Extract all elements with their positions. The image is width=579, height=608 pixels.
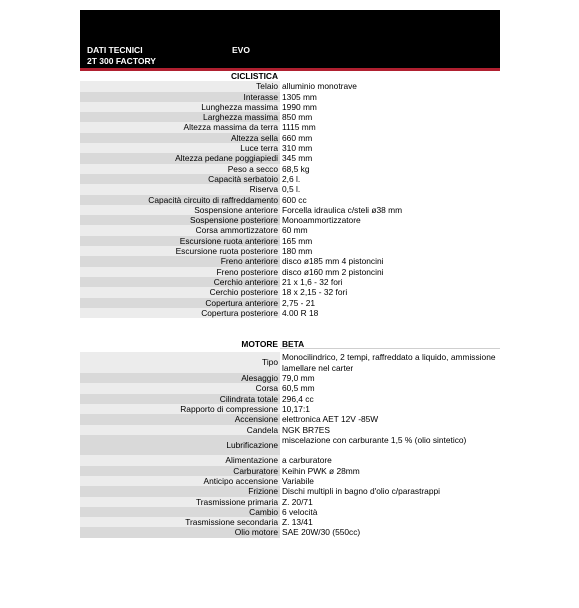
spec-label: Altezza sella — [80, 133, 280, 143]
spec-value: 165 mm — [282, 235, 313, 246]
spec-label: Luce terra — [80, 143, 280, 153]
spec-label: Altezza massima da terra — [80, 122, 280, 132]
spec-label: Trasmissione primaria — [80, 497, 280, 507]
spec-row — [80, 236, 500, 246]
spec-header — [80, 10, 500, 68]
spec-label: Freno posteriore — [80, 267, 280, 277]
spec-value: 4.00 R 18 — [282, 307, 319, 318]
spec-label: Interasse — [80, 92, 280, 102]
spec-row — [80, 298, 500, 308]
spec-label: Corsa — [80, 383, 280, 393]
spec-value: 21 x 1,6 - 32 fori — [282, 276, 343, 287]
spec-label: Peso a secco — [80, 164, 280, 174]
spec-label: Candela — [80, 425, 280, 435]
spec-row — [80, 414, 500, 424]
spec-label: Copertura anteriore — [80, 298, 280, 308]
spec-row — [80, 122, 500, 132]
spec-row — [80, 143, 500, 153]
spec-value: Z. 13/41 — [282, 517, 313, 528]
spec-value: 68,5 kg — [282, 163, 310, 174]
spec-row — [80, 153, 500, 163]
spec-row — [80, 277, 500, 287]
spec-label: Olio motore — [80, 527, 280, 537]
spec-value: 6 velocità — [282, 506, 318, 517]
spec-row — [80, 215, 500, 225]
spec-row — [80, 373, 500, 383]
spec-value: disco ø185 mm 4 pistoncini — [282, 256, 384, 267]
spec-value: 60,5 mm — [282, 383, 315, 394]
section-motore — [80, 339, 500, 349]
spec-label: Escursione ruota anteriore — [80, 236, 280, 246]
spec-label: Freno anteriore — [80, 256, 280, 266]
spec-label: Lubrificazione — [80, 435, 280, 456]
spec-label: Copertura posteriore — [80, 308, 280, 318]
spec-row — [80, 102, 500, 112]
header-line1: DATI TECNICI — [87, 45, 143, 55]
spec-label: Escursione ruota posteriore — [80, 246, 280, 256]
spec-label: Corsa ammortizzatore — [80, 225, 280, 235]
spec-row — [80, 92, 500, 102]
section-ciclistica — [80, 71, 500, 81]
section-title: CICLISTICA — [80, 71, 280, 81]
spec-value: 2,75 - 21 — [282, 297, 316, 308]
section-brand: BETA — [280, 339, 500, 349]
spec-label: Sospensione anteriore — [80, 205, 280, 215]
spec-value: disco ø160 mm 2 pistoncini — [282, 266, 384, 277]
spec-row — [80, 486, 500, 496]
spec-label: Alimentazione — [80, 455, 280, 465]
spec-row — [80, 184, 500, 194]
spec-label: Accensione — [80, 414, 280, 424]
spec-value: Monocilindrico, 2 tempi, raffreddato a liquido, ammissione lamellare nel carter — [282, 352, 496, 373]
spec-row — [80, 476, 500, 486]
spec-value: Keihin PWK ø 28mm — [282, 465, 360, 476]
spec-row — [80, 112, 500, 122]
spec-label: Cerchio posteriore — [80, 287, 280, 297]
spec-row — [80, 507, 500, 517]
spec-value: 10,17:1 — [282, 403, 310, 414]
spec-row — [80, 267, 500, 277]
spec-label: Alesaggio — [80, 373, 280, 383]
spec-value: alluminio monotrave — [282, 81, 357, 92]
spec-value: a carburatore — [282, 455, 332, 466]
motore-table — [80, 352, 500, 537]
spec-row — [80, 425, 500, 435]
spec-row — [80, 164, 500, 174]
spec-value: 18 x 2,15 - 32 fori — [282, 287, 348, 298]
spec-value: 1115 mm — [282, 122, 316, 133]
spec-label: Altezza pedane poggiapiedi — [80, 153, 280, 163]
spec-value: 1990 mm — [282, 101, 317, 112]
spec-value: 0,5 l. — [282, 184, 301, 195]
spec-value: miscelazione con carburante 1,5 % (olio sintetico) — [282, 434, 467, 445]
spec-row — [80, 455, 500, 465]
spec-row — [80, 246, 500, 256]
header-line2: 2T 300 FACTORY — [87, 56, 156, 66]
spec-label: Riserva — [80, 184, 280, 194]
spec-row — [80, 174, 500, 184]
spec-value: NGK BR7ES — [282, 424, 330, 435]
spec-row — [80, 225, 500, 235]
spec-value: Z. 20/71 — [282, 496, 313, 507]
spec-label: Capacità serbatoio — [80, 174, 280, 184]
header-model: EVO — [232, 45, 250, 55]
spec-row — [80, 256, 500, 266]
spec-row — [80, 308, 500, 318]
spec-row — [80, 81, 500, 91]
spec-row — [80, 394, 500, 404]
spec-label: Frizione — [80, 486, 280, 496]
spec-value: 1305 mm — [282, 91, 317, 102]
spec-value: Monoammortizzatore — [282, 215, 361, 226]
spec-label: Lunghezza massima — [80, 102, 280, 112]
spec-row — [80, 352, 500, 373]
spec-label: Anticipo accensione — [80, 476, 280, 486]
spec-value: 2,6 l. — [282, 173, 301, 184]
spec-value: 79,0 mm — [282, 373, 315, 384]
spec-label: Trasmissione secondaria — [80, 517, 280, 527]
ciclistica-table — [80, 81, 500, 318]
spec-label: Telaio — [80, 81, 280, 91]
spec-row — [80, 527, 500, 537]
spec-label: Sospensione posteriore — [80, 215, 280, 225]
spec-label: Tipo — [80, 352, 280, 373]
spec-value: Dischi multipli in bagno d'olio c/parastrappi — [282, 486, 441, 497]
spec-label: Carburatore — [80, 466, 280, 476]
spec-row — [80, 435, 500, 456]
spec-sheet — [80, 10, 500, 538]
spec-value: SAE 20W/30 (550cc) — [282, 527, 361, 538]
spec-label: Rapporto di compressione — [80, 404, 280, 414]
spec-row — [80, 205, 500, 215]
spec-row — [80, 383, 500, 393]
spec-value: 310 mm — [282, 143, 313, 154]
spec-value: 660 mm — [282, 132, 313, 143]
spec-row — [80, 287, 500, 297]
spec-row — [80, 195, 500, 205]
section-title: MOTORE — [80, 339, 280, 349]
spec-value: 60 mm — [282, 225, 308, 236]
spec-value: 600 cc — [282, 194, 307, 205]
spec-row — [80, 133, 500, 143]
spec-label: Cambio — [80, 507, 280, 517]
spec-label: Cilindrata totale — [80, 394, 280, 404]
spec-label: Cerchio anteriore — [80, 277, 280, 287]
spec-value: Variabile — [282, 475, 314, 486]
spec-row — [80, 497, 500, 507]
spec-value: elettronica AET 12V -85W — [282, 414, 379, 425]
spec-row — [80, 517, 500, 527]
spec-value: 345 mm — [282, 153, 313, 164]
spec-value: 296,4 cc — [282, 393, 314, 404]
spec-label: Capacità circuito di raffreddamento — [80, 195, 280, 205]
spec-value: 850 mm — [282, 112, 313, 123]
spec-value: Forcella idraulica c/steli ø38 mm — [282, 204, 403, 215]
header-title — [87, 45, 156, 67]
spec-row — [80, 404, 500, 414]
spec-value: 180 mm — [282, 246, 313, 257]
spec-row — [80, 466, 500, 476]
spec-label: Larghezza massima — [80, 112, 280, 122]
